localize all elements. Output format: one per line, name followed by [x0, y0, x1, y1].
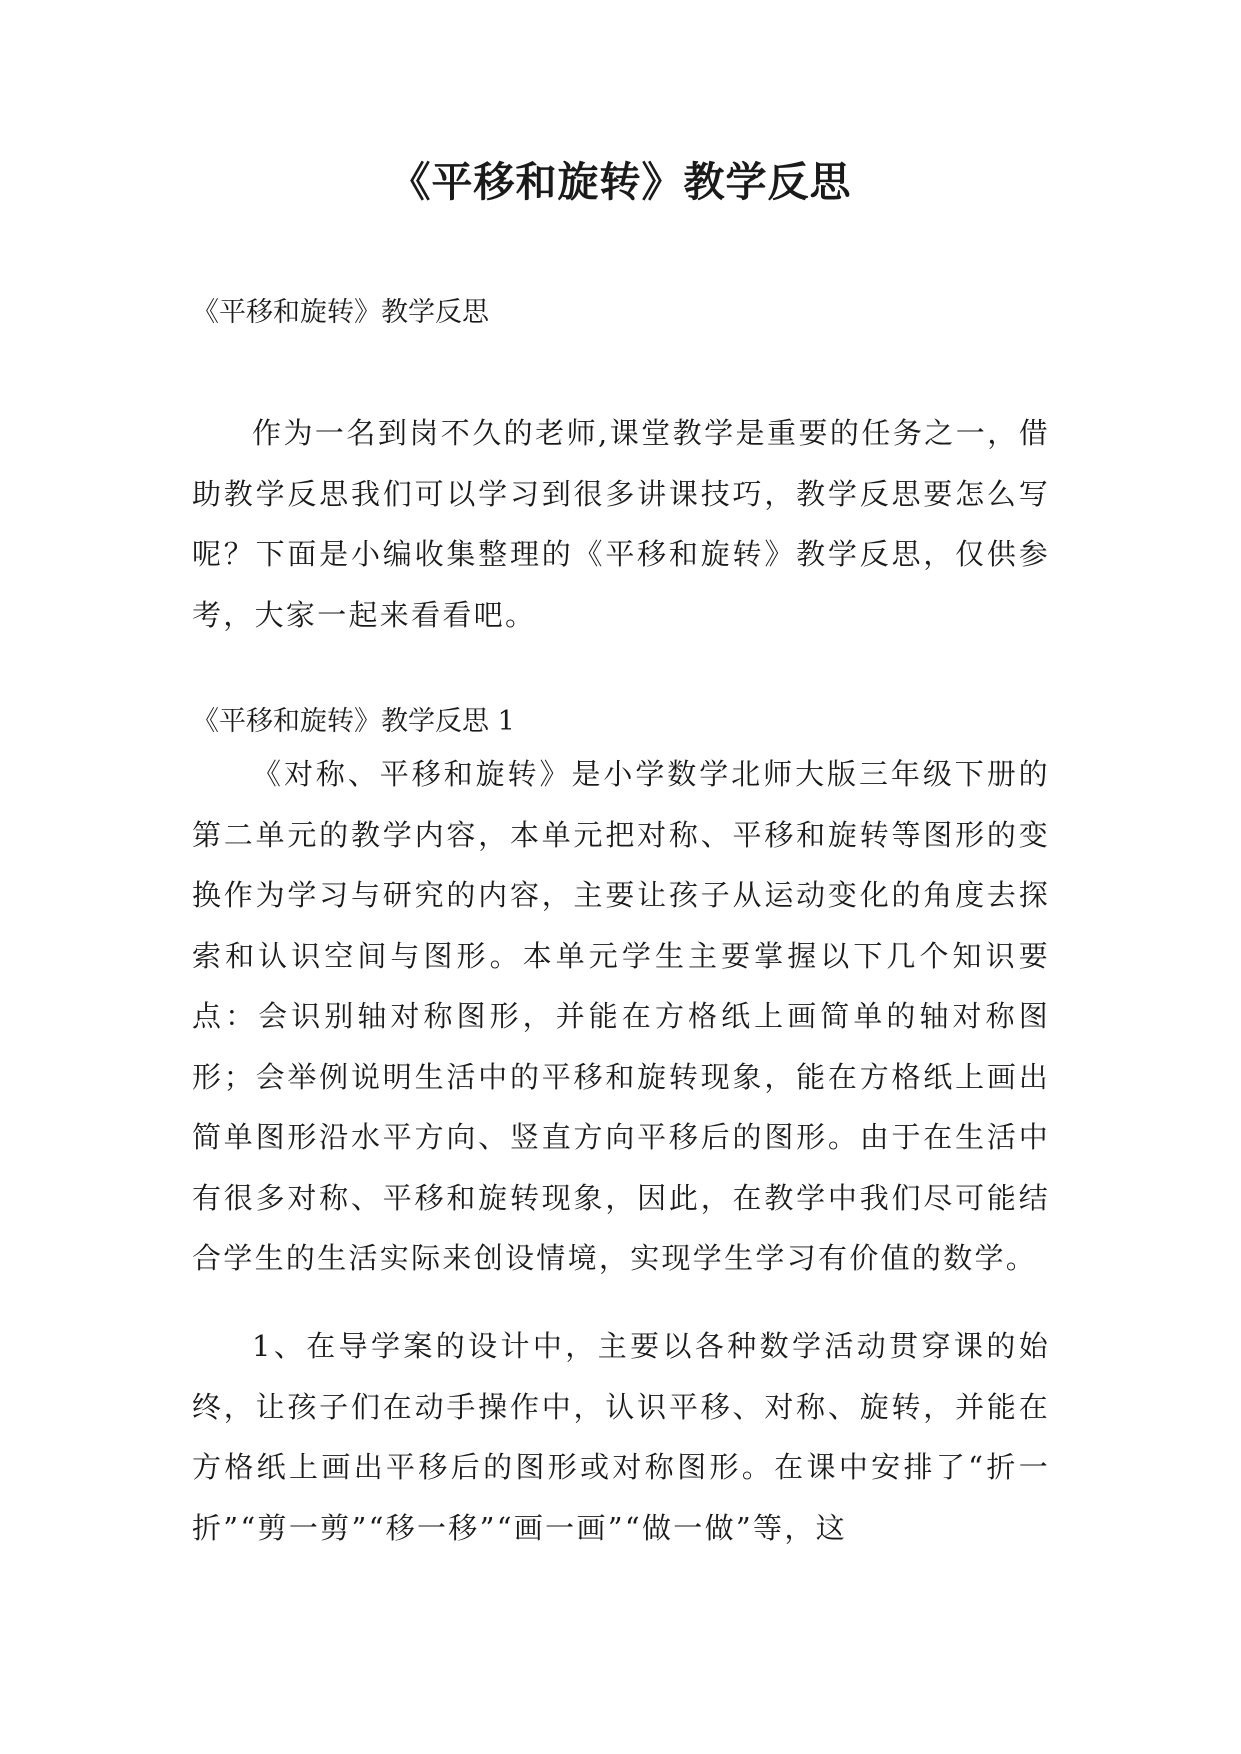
document-subtitle: 《平移和旋转》教学反思	[192, 297, 489, 328]
intro-paragraph: 作为一名到岗不久的老师,课堂教学是重要的任务之一，借助教学反思我们可以学习到很多讲课技巧，教学反思要怎么写呢？下面是小编收集整理的《平移和旋转》教学反思，仅供参考，大家一起来看看吧。	[192, 416, 1050, 632]
body-paragraph: 《对称、平移和旋转》是小学数学北师大版三年级下册的第二单元的教学内容，本单元把对称、平移和旋转等图形的变换作为学习与研究的内容，主要让孩子从运动变化的角度去探索和认识空间与图形。本单元学生主要掌握以下几个知识要点：会识别轴对称图形，并能在方格纸上画简单的轴对称图形；会举例说明生活中的平移和旋转现象，能在方格纸上画出简单图形沿水平方向、竖直方向平移后的图形。由于在生活中有很多对称、平移和旋转现象，因此，在教学中我们尽可能结合学生的生活实际来创设情境，实现学生学习有价值的数学。	[192, 757, 1050, 1275]
body-paragraph: 1、在导学案的设计中，主要以各种数学活动贯穿课的始终，让孩子们在动手操作中，认识平移、对称、旋转，并能在方格纸上画出平移后的图形或对称图形。在课中安排了“折一折”“剪一剪”“移一移”“画一画”“做一做”等，这	[192, 1329, 1050, 1545]
document-title: 《平移和旋转》教学反思	[389, 158, 852, 206]
section-heading: 《平移和旋转》教学反思 1	[192, 706, 515, 737]
